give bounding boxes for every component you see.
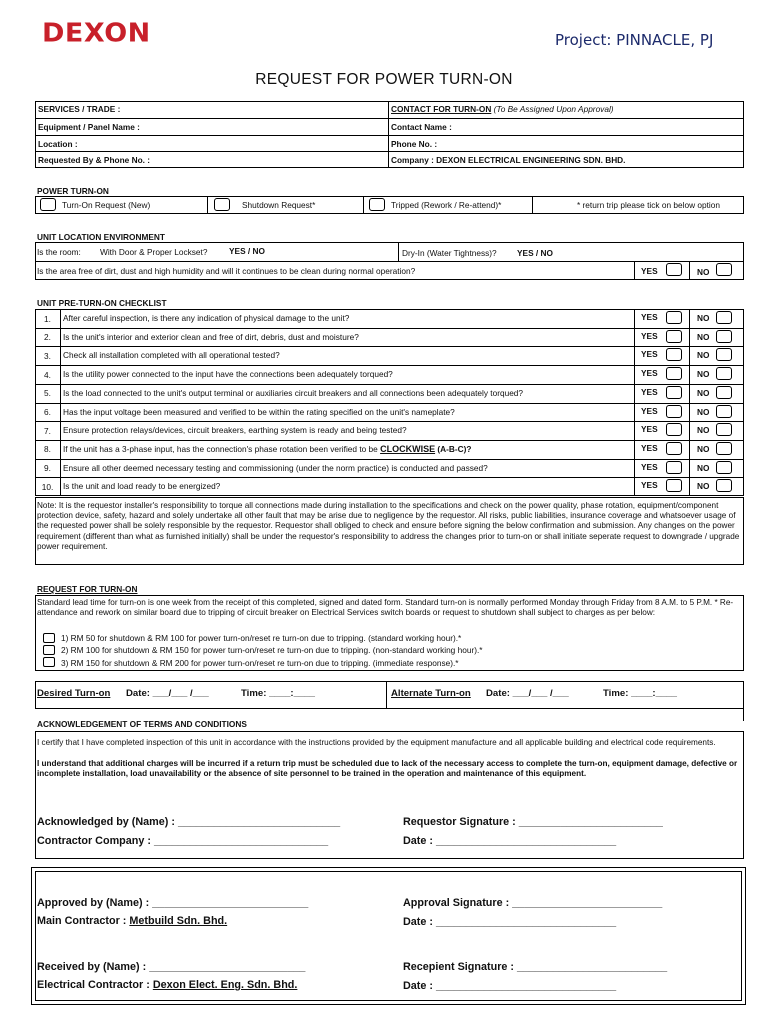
shutdown-request-label: Shutdown Request* bbox=[242, 200, 316, 210]
charge-option-1-checkbox[interactable] bbox=[43, 633, 55, 643]
checklist-yes-checkbox[interactable] bbox=[666, 367, 682, 380]
main-contractor-value: Metbuild Sdn. Bhd. bbox=[129, 915, 228, 927]
checklist-no-label: NO bbox=[697, 387, 710, 398]
checklist-no-checkbox[interactable] bbox=[716, 348, 732, 361]
main-contractor-label: Main Contractor : bbox=[37, 915, 130, 927]
desired-time-field[interactable]: Time: ____:____ bbox=[241, 688, 315, 699]
checklist-item-number: 4. bbox=[44, 369, 51, 380]
alternate-date-field[interactable]: Date: ___/___ /___ bbox=[486, 688, 569, 699]
checklist-no-checkbox[interactable] bbox=[716, 367, 732, 380]
turn-on-new-checkbox[interactable] bbox=[40, 198, 56, 211]
contact-note: (To Be Assigned Upon Approval) bbox=[493, 104, 614, 114]
charge-option-2-label: 2) RM 100 for shutdown & RM 150 for power turn-on/reset re turn-on due to tripping. (non-standard working hour).* bbox=[61, 645, 483, 655]
acknowledged-by-field[interactable]: Acknowledged by (Name) : ___________________________ bbox=[37, 816, 341, 828]
checklist-no-label: NO bbox=[697, 350, 710, 361]
checklist-yes-label: YES bbox=[641, 330, 658, 341]
requested-by-field[interactable]: Requested By & Phone No. : bbox=[38, 155, 151, 165]
checklist-no-label: NO bbox=[697, 462, 710, 473]
charge-option-2-checkbox[interactable] bbox=[43, 645, 55, 655]
area-yes-checkbox[interactable] bbox=[666, 263, 682, 276]
dry-in-question: Dry-In (Water Tightness)? bbox=[402, 248, 497, 258]
checklist-item-number: 3. bbox=[44, 350, 51, 361]
checklist-item-question: Is the unit and load ready to be energized? bbox=[63, 481, 221, 492]
received-by-field[interactable]: Received by (Name) : __________________________ bbox=[37, 961, 306, 973]
desired-date-field[interactable]: Date: ___/___ /___ bbox=[126, 688, 209, 699]
area-question: Is the area free of dirt, dust and high humidity and will it continues to be clean during normal operation? bbox=[37, 266, 416, 276]
acknowledgement-heading: ACKNOWLEDGEMENT OF TERMS AND CONDITIONS bbox=[37, 719, 247, 729]
contact-label: CONTACT FOR TURN-ON bbox=[391, 104, 492, 114]
requestor-signature-field[interactable]: Requestor Signature : ________________________ bbox=[403, 816, 663, 828]
checklist-item-question: Is the unit's interior and exterior clean and free of dirt, debris, dust and moisture? bbox=[63, 331, 359, 342]
charge-option-3-label: 3) RM 150 for shutdown & RM 200 for power turn-on/reset re turn-on due to tripping. (immediate response).* bbox=[61, 658, 459, 668]
checklist-yes-label: YES bbox=[641, 368, 658, 379]
checklist-yes-checkbox[interactable] bbox=[666, 348, 682, 361]
checklist-yes-checkbox[interactable] bbox=[666, 461, 682, 474]
area-no-checkbox[interactable] bbox=[716, 263, 732, 276]
checklist-yes-checkbox[interactable] bbox=[666, 330, 682, 343]
checklist-item-question: Is the load connected to the unit's output terminal or auxiliaries circuit breakers and all connections been adequately torqued? bbox=[63, 387, 524, 398]
return-trip-note: * return trip please tick on below option bbox=[577, 200, 720, 210]
checklist-yes-checkbox[interactable] bbox=[666, 405, 682, 418]
phone-field[interactable]: Phone No. : bbox=[391, 139, 438, 149]
checklist-yes-label: YES bbox=[641, 480, 658, 491]
checklist-no-checkbox[interactable] bbox=[716, 330, 732, 343]
acknowledgement-para-1: I certify that I have completed inspection of this unit in accordance with the instructions provided by the equipment manufacture and all applicable building and electrical code requirements. bbox=[37, 738, 716, 747]
alternate-time-field[interactable]: Time: ____:____ bbox=[603, 688, 677, 699]
checklist-yes-label: YES bbox=[641, 405, 658, 416]
checklist-no-checkbox[interactable] bbox=[716, 442, 732, 455]
checklist-no-checkbox[interactable] bbox=[716, 405, 732, 418]
company-field: Company : DEXON ELECTRICAL ENGINEERING SDN. BHD. bbox=[391, 155, 626, 165]
electrical-contractor-label: Electrical Contractor : bbox=[37, 979, 153, 991]
charge-option-3-checkbox[interactable] bbox=[43, 657, 55, 667]
checklist-item-question: Has the input voltage been measured and verified to be within the rating specified on the unit's nameplate? bbox=[63, 406, 455, 417]
checklist-no-label: NO bbox=[697, 406, 710, 417]
recipient-date-field[interactable]: Date : ______________________________ bbox=[403, 980, 617, 992]
checklist-item-number: 1. bbox=[44, 313, 51, 324]
checklist-item-question: If the unit has a 3-phase input, has the connection's phase rotation been verified to be CLOCKWISE (A-B-C)? bbox=[63, 443, 472, 454]
contractor-company-field[interactable]: Contractor Company : _____________________________ bbox=[37, 835, 329, 847]
checklist-yes-checkbox[interactable] bbox=[666, 479, 682, 492]
checklist-item-number: 7. bbox=[44, 425, 51, 436]
room-label: Is the room: bbox=[37, 247, 81, 257]
charge-option-1-label: 1) RM 50 for shutdown & RM 100 for power turn-on/reset re turn-on due to tripping. (standard working hour).* bbox=[61, 633, 462, 643]
checklist-yes-checkbox[interactable] bbox=[666, 311, 682, 324]
contact-name-field[interactable]: Contact Name : bbox=[391, 122, 452, 132]
shutdown-request-checkbox[interactable] bbox=[214, 198, 230, 211]
approved-by-field[interactable]: Approved by (Name) : __________________________ bbox=[37, 897, 309, 909]
checklist-item-number: 5. bbox=[44, 388, 51, 399]
project-name: Project: PINNACLE, PJ bbox=[555, 31, 714, 49]
recipient-signature-field[interactable]: Recepient Signature : _________________________ bbox=[403, 961, 668, 973]
checklist-no-label: NO bbox=[697, 425, 710, 436]
checklist-yes-checkbox[interactable] bbox=[666, 423, 682, 436]
checklist-no-label: NO bbox=[697, 369, 710, 380]
checklist-no-label: NO bbox=[697, 443, 710, 454]
location-field[interactable]: Location : bbox=[38, 139, 78, 149]
checklist-no-label: NO bbox=[697, 481, 710, 492]
room-yes-no[interactable]: YES / NO bbox=[229, 246, 265, 256]
approval-date-field[interactable]: Date : ______________________________ bbox=[403, 916, 617, 928]
checklist-yes-label: YES bbox=[641, 349, 658, 360]
clockwise-text: CLOCKWISE bbox=[380, 443, 436, 454]
checklist-yes-label: YES bbox=[641, 461, 658, 472]
requestor-date-field[interactable]: Date : ______________________________ bbox=[403, 835, 617, 847]
power-turn-on-heading: POWER TURN-ON bbox=[37, 186, 109, 196]
electrical-contractor-value: Dexon Elect. Eng. Sdn. Bhd. bbox=[152, 979, 298, 991]
checklist-no-checkbox[interactable] bbox=[716, 311, 732, 324]
page-title: REQUEST FOR POWER TURN-ON bbox=[255, 71, 513, 88]
checklist-item-number: 8. bbox=[44, 444, 51, 455]
location-env-heading: UNIT LOCATION ENVIRONMENT bbox=[37, 232, 165, 242]
room-question: With Door & Proper Lockset? bbox=[100, 247, 208, 257]
approval-signature-field[interactable]: Approval Signature : _________________________ bbox=[403, 897, 663, 909]
checklist-item-question: After careful inspection, is there any indication of physical damage to the unit? bbox=[63, 313, 350, 323]
tripped-label: Tripped (Rework / Re-attend)* bbox=[391, 200, 502, 210]
checklist-item-question: Check all installation completed with all operational tested? bbox=[63, 350, 280, 361]
checklist-item-number: 10. bbox=[41, 481, 54, 492]
alternate-turn-on-label: Alternate Turn-on bbox=[391, 688, 471, 699]
checklist-no-checkbox[interactable] bbox=[716, 461, 732, 474]
area-yes-label: YES bbox=[641, 266, 658, 276]
checklist-no-checkbox[interactable] bbox=[716, 479, 732, 492]
checklist-yes-label: YES bbox=[641, 442, 658, 453]
checklist-item-number: 2. bbox=[44, 332, 51, 343]
dry-in-yes-no[interactable]: YES / NO bbox=[517, 248, 553, 258]
dexon-logo: DEXON bbox=[42, 18, 151, 49]
request-heading: REQUEST FOR TURN-ON bbox=[37, 584, 138, 594]
desired-turn-on-label: Desired Turn-on bbox=[37, 688, 111, 699]
checklist-no-checkbox[interactable] bbox=[716, 423, 732, 436]
checklist-heading: UNIT PRE-TURN-ON CHECKLIST bbox=[37, 298, 167, 308]
acknowledgement-para-2: I understand that additional charges will be incurred if a return trip must be scheduled due to lack of the necessary access to complete the turn-on, equipment damage, defective or incomplete installation, load unavailability or the absence of site personnel to be trained in the operation and maintenance of this equipment. bbox=[37, 759, 738, 779]
checklist-yes-checkbox[interactable] bbox=[666, 386, 682, 399]
checklist-item-question: Ensure all other deemed necessary testing and commissioning (under the norm practice) is conducted and passed? bbox=[63, 462, 488, 473]
checklist-item-question: Is the utility power connected to the input have the connections been adequately torqued? bbox=[63, 369, 393, 380]
checklist-no-label: NO bbox=[697, 313, 710, 323]
request-paragraph: Standard lead time for turn-on is one week from the receipt of this completed, signed and dated form. Standard turn-on is normally performed Monday through Friday from 8 A.M. to 5 P.M. * Re-attendance and rework on similar board due to tripping of circuit breaker on Electrical Services switch boards or request to shutdown shall subject to charges as per below: bbox=[37, 598, 734, 618]
checklist-no-label: NO bbox=[697, 331, 710, 342]
checklist-item-question: Ensure protection relays/devices, circuit breakers, earthing system is ready and being tested? bbox=[63, 425, 407, 436]
checklist-item-number: 9. bbox=[44, 463, 51, 474]
checklist-note: Note: It is the requestor installer's responsibility to torque all connections made during installation to the specifications and check on the power quality, phase rotation, equipment/component protection device, safety, hazard and solely undertake all other fault that may be arise due to negligence by the requestor. All risks, public liabilities, insurance coverage and whatsoever usage of the requested power shall be solely responsible by the requestor. Requestor shall obliged to check and ensure before signing the below confirmation and submission. Any changes on the power requirement (different than what as furnished initially) shall be under the requestor's responsibility to address the changes prior to turn-on or shall initiate seperate request to downgrade / upgrade power requirement. bbox=[37, 501, 740, 551]
checklist-item-number: 6. bbox=[44, 407, 51, 417]
tripped-checkbox[interactable] bbox=[369, 198, 385, 211]
services-field[interactable]: SERVICES / TRADE : bbox=[38, 104, 121, 114]
checklist-yes-label: YES bbox=[641, 424, 658, 435]
checklist-no-checkbox[interactable] bbox=[716, 386, 732, 399]
checklist-yes-label: YES bbox=[641, 312, 658, 322]
area-no-label: NO bbox=[697, 267, 710, 277]
checklist-yes-checkbox[interactable] bbox=[666, 442, 682, 455]
equipment-field[interactable]: Equipment / Panel Name : bbox=[38, 122, 140, 132]
checklist-yes-label: YES bbox=[641, 386, 658, 397]
turn-on-new-label: Turn-On Request (New) bbox=[62, 200, 151, 210]
